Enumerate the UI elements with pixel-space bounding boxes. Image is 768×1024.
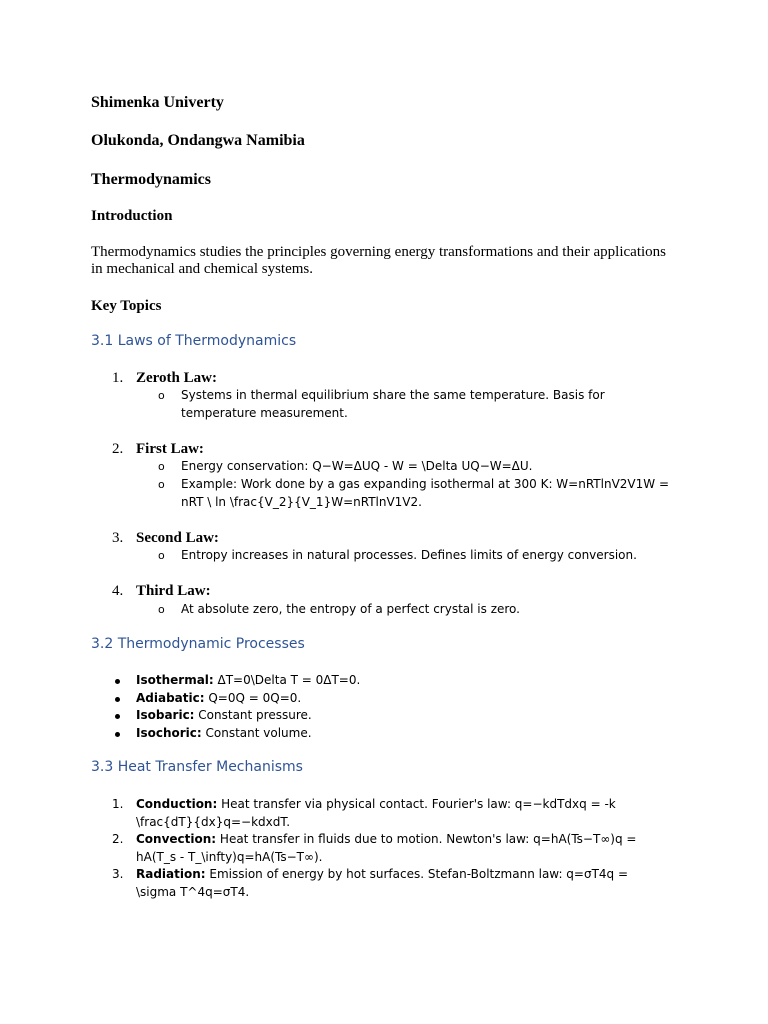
law-point-text: Energy conservation: Q−W=ΔUQ - W = \Delta UQ−W=ΔU. bbox=[181, 459, 533, 473]
mechanism-desc: Emission of energy by hot surfaces. Stefan-Boltzmann law: q=σT4q = \sigma T^4q=σT4. bbox=[136, 867, 629, 899]
mechanism-term: Radiation: bbox=[136, 867, 206, 881]
law-label: First Law: bbox=[136, 441, 204, 457]
bullet-dot bbox=[115, 679, 120, 684]
processes-heading: 3.2 Thermodynamic Processes bbox=[91, 636, 305, 652]
list-number: 2. bbox=[112, 832, 124, 846]
list-number: 1. bbox=[112, 370, 124, 386]
list-number: 3. bbox=[112, 530, 124, 546]
process-term: Isobaric: bbox=[136, 708, 195, 722]
list-number: 3. bbox=[112, 867, 124, 881]
bullet-dot bbox=[115, 697, 120, 702]
mechanism-desc: Heat transfer via physical contact. Fourier's law: q=−kdTdxq = -k \frac{dT}{dx}q=−kdxdT. bbox=[136, 797, 616, 829]
law-point-text: Systems in thermal equilibrium share the same temperature. Basis for temperature measurement. bbox=[181, 388, 605, 420]
list-number: 1. bbox=[112, 797, 124, 811]
law-point-text: Entropy increases in natural processes. Defines limits of energy conversion. bbox=[181, 548, 637, 562]
law-label: Third Law: bbox=[136, 583, 211, 599]
location: Olukonda, Ondangwa Namibia bbox=[91, 132, 305, 149]
process-desc: Constant pressure. bbox=[194, 708, 312, 722]
heat-transfer-heading: 3.3 Heat Transfer Mechanisms bbox=[91, 759, 303, 775]
mechanism-desc: Heat transfer in fluids due to motion. Newton's law: q=hA(Ts−T∞)q = hA(T_s - T_\infty)q=hA(Ts−T∞). bbox=[136, 832, 637, 864]
law-point-text: At absolute zero, the entropy of a perfect crystal is zero. bbox=[181, 602, 520, 616]
law-label: Zeroth Law: bbox=[136, 370, 217, 386]
bullet-dot bbox=[115, 714, 120, 719]
bullet-dot bbox=[115, 732, 120, 737]
process-term: Isothermal: bbox=[136, 673, 214, 687]
subject-title: Thermodynamics bbox=[91, 171, 211, 188]
process-term: Isochoric: bbox=[136, 726, 202, 740]
list-number: 4. bbox=[112, 583, 124, 599]
process-term: Adiabatic: bbox=[136, 691, 205, 705]
university-name: Shimenka Univerty bbox=[91, 94, 224, 111]
process-desc: Q=0Q = 0Q=0. bbox=[204, 691, 302, 705]
sub-bullet-marker: o bbox=[158, 603, 165, 616]
key-topics-heading: Key Topics bbox=[91, 298, 162, 314]
sub-bullet-marker: o bbox=[158, 478, 165, 491]
process-desc: ΔT=0\Delta T = 0ΔT=0. bbox=[213, 673, 361, 687]
laws-heading: 3.1 Laws of Thermodynamics bbox=[91, 333, 297, 349]
sub-bullet-marker: o bbox=[158, 549, 165, 562]
sub-bullet-marker: o bbox=[158, 389, 165, 402]
introduction-text: Thermodynamics studies the principles governing energy transformations and their applications in mechanical and chemical systems. bbox=[91, 244, 666, 277]
list-number: 2. bbox=[112, 441, 124, 457]
mechanism-term: Conduction: bbox=[136, 797, 218, 811]
law-point-text: Example: Work done by a gas expanding isothermal at 300 K: W=nRTlnV2V1W = nRT \ ln \frac{V_2}{V_1}W=nRTlnV1V2. bbox=[181, 477, 669, 509]
sub-bullet-marker: o bbox=[158, 460, 165, 473]
introduction-heading: Introduction bbox=[91, 208, 173, 224]
law-label: Second Law: bbox=[136, 530, 219, 546]
process-desc: Constant volume. bbox=[201, 726, 312, 740]
mechanism-term: Convection: bbox=[136, 832, 217, 846]
